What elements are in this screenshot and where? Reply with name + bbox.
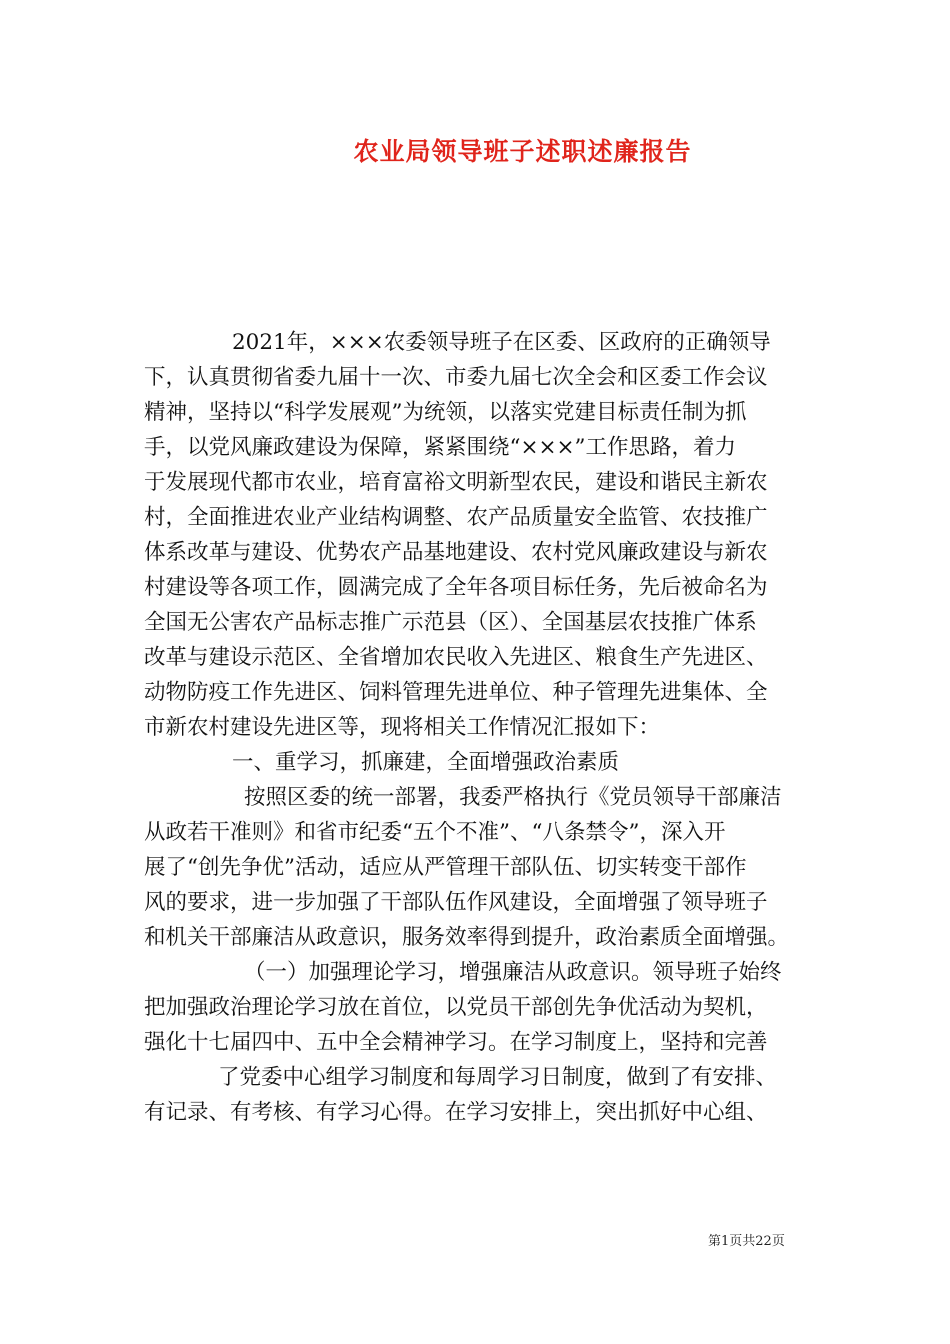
- document-title: 农业局领导班子述职述廉报告: [353, 137, 692, 166]
- text-line: 强化十七届四中、五中全会精神学习。在学习制度上，坚持和完善: [144, 1030, 768, 1055]
- text-line: 全国无公害农产品标志推广示范县（区）、全国基层农技推广体系: [144, 610, 757, 635]
- text-line: 风的要求，进一步加强了干部队伍作风建设，全面增强了领导班子: [144, 890, 768, 915]
- text-line: 下，认真贯彻省委九届十一次、市委九届七次全会和区委工作会议: [144, 365, 768, 390]
- text-line: 手，以党风廉政建设为保障，紧紧围绕“×××”工作思路，着力: [144, 435, 737, 460]
- text-line: 按照区委的统一部署，我委严格执行《党员领导干部廉洁: [244, 785, 782, 810]
- text-line: 了党委中心组学习制度和每周学习日制度，做到了有安排、: [218, 1065, 778, 1090]
- text-line: 精神，坚持以“科学发展观”为统领，以落实党建目标责任制为抓: [144, 400, 747, 425]
- text-line: 市新农村建设先进区等，现将相关工作情况汇报如下：: [144, 715, 661, 740]
- text-line: 动物防疫工作先进区、饲料管理先进单位、种子管理先进集体、全: [144, 680, 768, 705]
- document-body: [144, 325, 814, 1130]
- text-line: 把加强政治理论学习放在首位，以党员干部创先争优活动为契机，: [144, 995, 768, 1020]
- text-line: 改革与建设示范区、全省增加农民收入先进区、粮食生产先进区、: [144, 645, 768, 670]
- text-line: 有记录、有考核、有学习心得。在学习安排上，突出抓好中心组、: [144, 1100, 768, 1125]
- text-line: （一）加强理论学习，增强廉洁从政意识。领导班子始终: [244, 960, 782, 985]
- text-line: 一、重学习，抓廉建，全面增强政治素质: [232, 750, 620, 775]
- text-line: 于发展现代都市农业，培育富裕文明新型农民，建设和谐民主新农: [144, 470, 768, 495]
- text-line: 展了“创先争优”活动，适应从严管理干部队伍、切实转变干部作: [144, 855, 747, 880]
- text-line: 体系改革与建设、优势农产品基地建设、农村党风廉政建设与新农: [144, 540, 768, 565]
- text-line: 村建设等各项工作，圆满完成了全年各项目标任务，先后被命名为: [144, 575, 768, 600]
- text-line: 2021年，×××农委领导班子在区委、区政府的正确领导: [232, 330, 771, 355]
- text-line: 从政若干准则》和省市纪委“五个不准”、“八条禁令”，深入开: [144, 820, 726, 845]
- text-line: 和机关干部廉洁从政意识，服务效率得到提升，政治素质全面增强。: [144, 925, 790, 950]
- text-line: 村，全面推进农业产业结构调整、农产品质量安全监管、农技推广: [144, 505, 768, 530]
- page-number: 第1页共22页: [708, 1234, 785, 1249]
